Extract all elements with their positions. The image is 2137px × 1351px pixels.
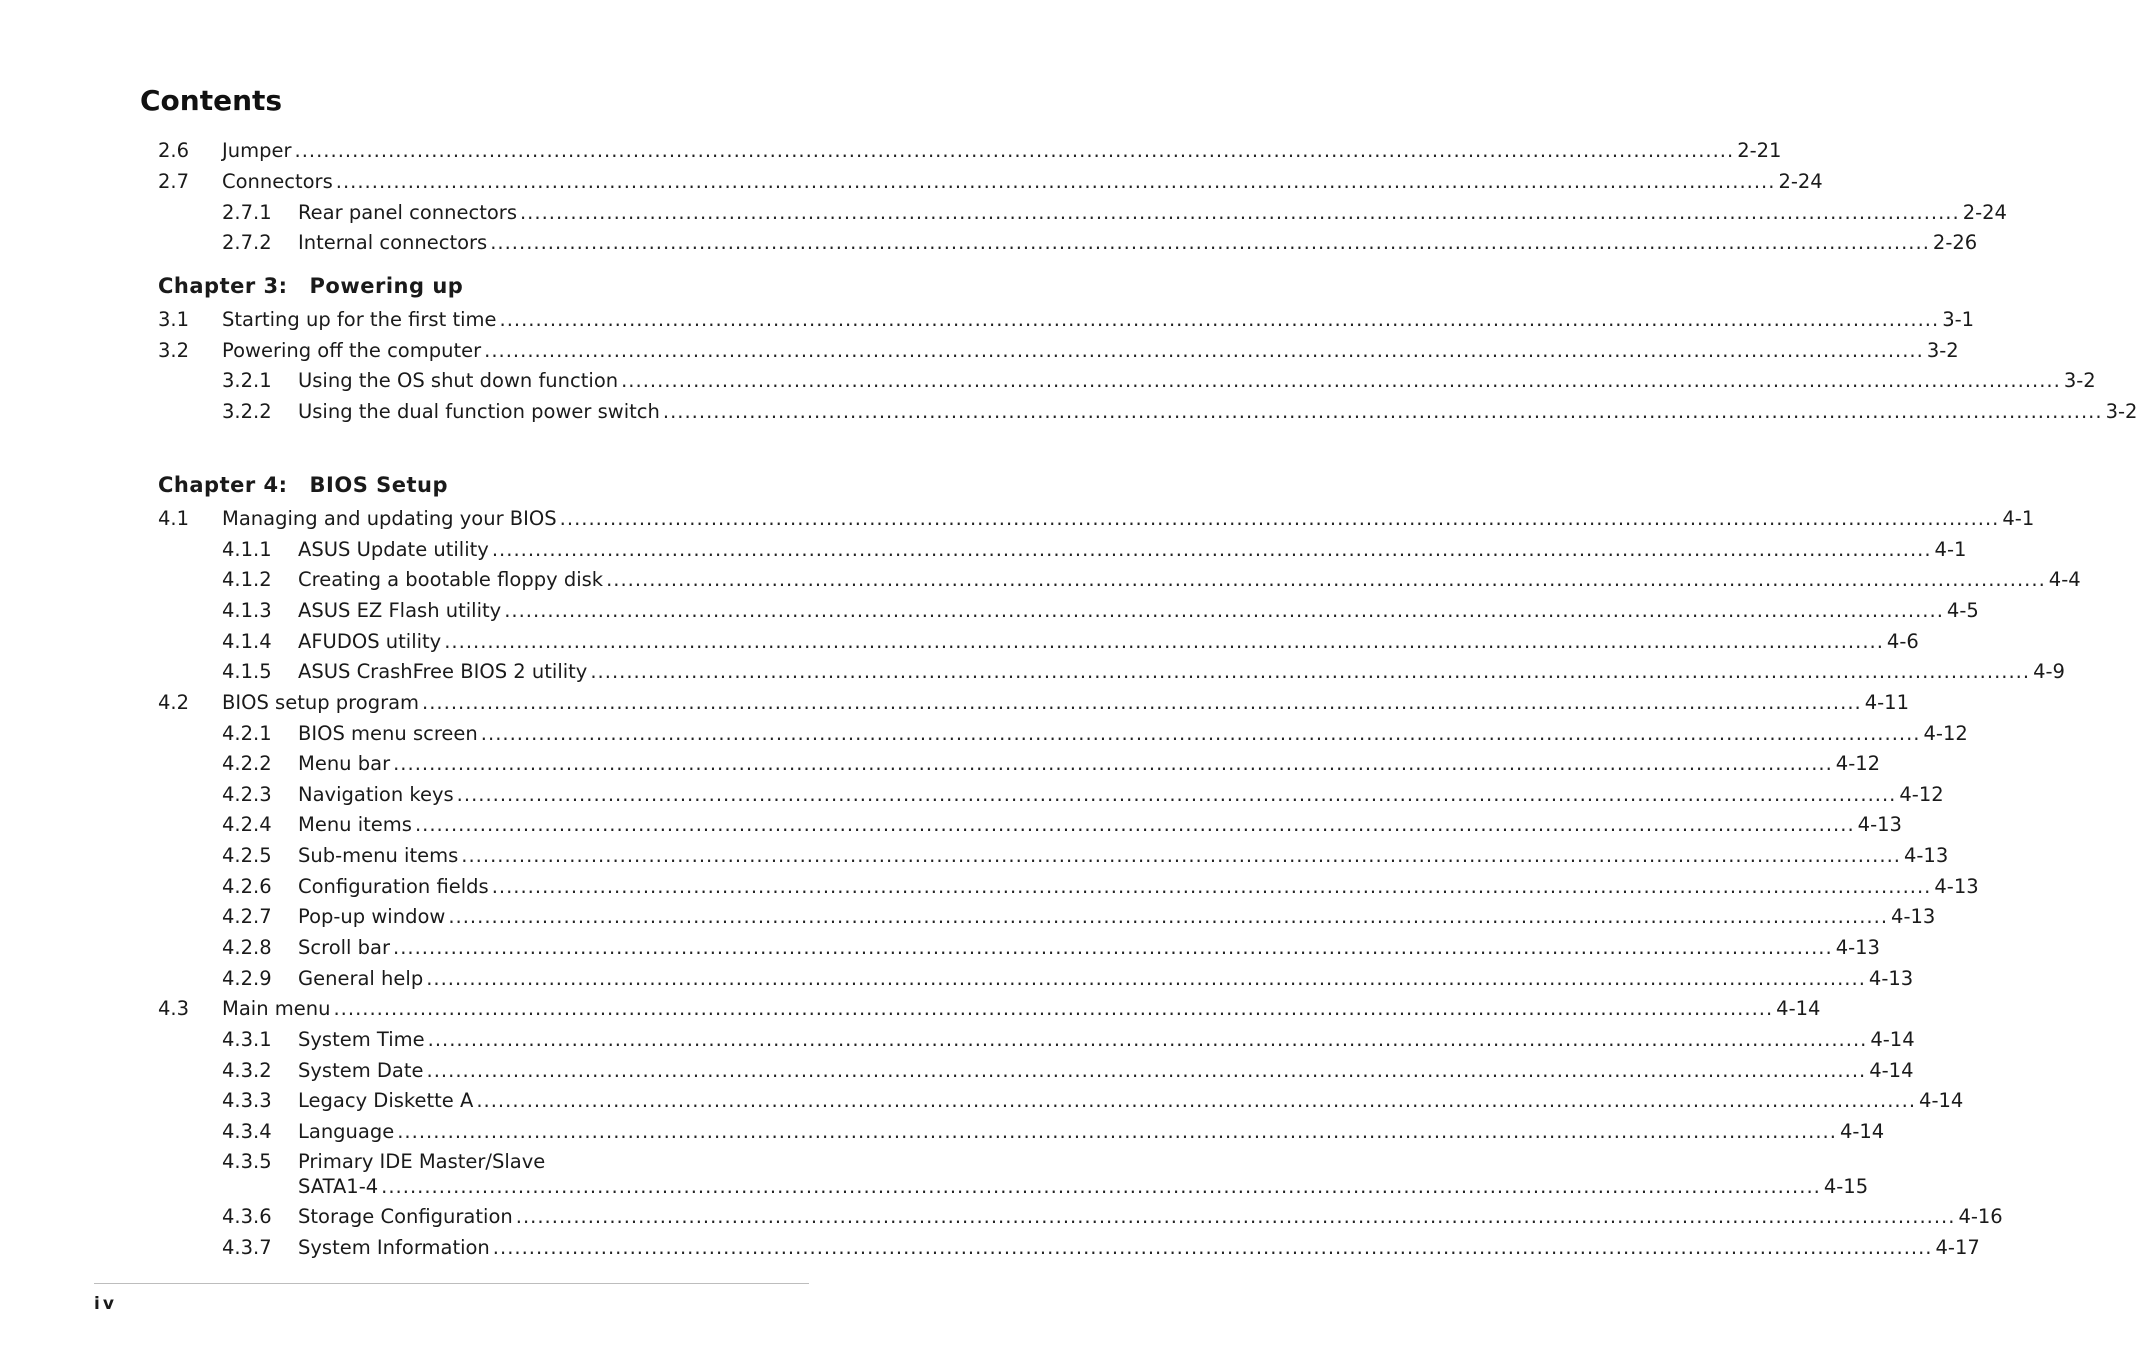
toc-entry[interactable]: [158, 688, 1909, 718]
section-number: 3.2.2: [222, 400, 272, 423]
toc-entry[interactable]: [158, 305, 1975, 335]
toc-entry[interactable]: [158, 810, 1902, 840]
toc-entry[interactable]: [158, 841, 1949, 871]
page-ref: 4-13: [1857, 813, 1902, 836]
page-ref: 4-12: [1835, 752, 1881, 775]
toc-entry[interactable]: [158, 1202, 2003, 1232]
page-ref: 4-5: [1946, 599, 1979, 622]
section-number: 4.2.5: [222, 844, 272, 867]
section-title: Using the OS shut down function: [298, 369, 619, 392]
leader-dots: ........................................................................................................................................................................................................: [393, 936, 1833, 959]
section-number: 2.7.1: [222, 201, 272, 224]
page-ref: 4-9: [2033, 660, 2065, 683]
section-title: System Date: [298, 1059, 424, 1082]
toc-entry[interactable]: [158, 627, 1919, 657]
leader-dots: ........................................................................................................................................................................................................: [504, 599, 1944, 622]
chapter-label: Chapter 4:: [158, 473, 288, 497]
page-ref: 4-13: [1903, 844, 1949, 867]
leader-dots: ........................................................................................................................................................................................................: [621, 369, 2061, 392]
section-title: Managing and updating your BIOS: [222, 507, 557, 530]
section-title: SATA1-4: [298, 1175, 379, 1198]
page-ref: 4-17: [1935, 1236, 1980, 1259]
toc-entry[interactable]: [158, 397, 2137, 427]
toc-entry[interactable]: [158, 657, 2065, 687]
section-number: 4.2.9: [222, 967, 272, 990]
page-ref: 4-12: [1899, 783, 1944, 806]
footer-divider: [94, 1283, 809, 1284]
leader-dots: ........................................................................................................................................................................................................: [461, 844, 1901, 867]
section-number: 4.3.6: [222, 1205, 272, 1228]
section-title: Internal connectors: [298, 231, 488, 254]
section-number: 4.2: [158, 691, 190, 714]
section-number: 4.3.2: [222, 1059, 272, 1082]
section-number: 4.1.4: [222, 630, 272, 653]
page-ref: 2-24: [1962, 201, 2007, 224]
toc-entry[interactable]: [158, 994, 1821, 1024]
toc-entry[interactable]: [158, 504, 2035, 534]
section-title: Navigation keys: [298, 783, 454, 806]
leader-dots: ........................................................................................................................................................................................................: [426, 1059, 1867, 1082]
page-ref: 3-1: [1942, 308, 1975, 331]
section-title: Legacy Diskette A: [298, 1089, 474, 1112]
page-ref: 4-13: [1868, 967, 1914, 990]
toc-entry[interactable]: [158, 933, 1880, 963]
page-ref: 2-21: [1737, 139, 1782, 162]
chapter-4-heading[interactable]: [158, 473, 448, 497]
toc-entry[interactable]: [158, 535, 1967, 565]
section-title: BIOS setup program: [222, 691, 420, 714]
section-number: 4.3.4: [222, 1120, 272, 1143]
page-ref: 4-13: [1835, 936, 1880, 959]
section-title: System Time: [298, 1028, 425, 1051]
page-ref: 4-1: [1934, 538, 1967, 561]
page-ref: 4-13: [1934, 875, 1979, 898]
leader-dots: ........................................................................................................................................................................................................: [484, 339, 1924, 362]
chapter-name: BIOS Setup: [309, 473, 449, 497]
section-title: Powering off the computer: [222, 339, 482, 362]
section-title: ASUS Update utility: [298, 538, 489, 561]
leader-dots: ........................................................................................................................................................................................................: [559, 507, 2000, 530]
page-ref: 4-14: [1919, 1089, 1964, 1112]
leader-dots: ........................................................................................................................................................................................................: [606, 568, 2046, 591]
toc-entry[interactable]: [158, 719, 1968, 749]
toc-entry[interactable]: [158, 902, 1936, 932]
toc-entry[interactable]: [158, 1025, 1915, 1055]
section-number: 4.2.2: [222, 752, 272, 775]
page-ref: 2-24: [1778, 170, 1823, 193]
section-title: Rear panel connectors: [298, 201, 517, 224]
section-number: 4.1: [158, 507, 190, 530]
section-title: General help: [298, 967, 424, 990]
page-ref: 4-1: [2002, 507, 2035, 530]
leader-dots: ........................................................................................................................................................................................................: [444, 630, 1884, 653]
leader-dots: ........................................................................................................................................................................................................: [422, 691, 1862, 714]
section-title: Language: [298, 1120, 395, 1143]
page-ref: 4-11: [1864, 691, 1909, 714]
leader-dots: ........................................................................................................................................................................................................: [294, 139, 1735, 162]
toc-entry[interactable]: [158, 336, 1959, 366]
leader-dots: ........................................................................................................................................................................................................: [456, 783, 1897, 806]
section-title: Connectors: [222, 170, 333, 193]
section-title: AFUDOS utility: [298, 630, 442, 653]
toc-entry[interactable]: [158, 366, 2096, 396]
page-ref: 4-14: [1870, 1028, 1915, 1051]
toc-entry[interactable]: [158, 596, 1979, 626]
toc-entry[interactable]: [158, 565, 2081, 595]
page-ref: 4-16: [1958, 1205, 2003, 1228]
page-ref: 3-2: [2063, 369, 2096, 392]
section-title: Storage Configuration: [298, 1205, 513, 1228]
section-number: 4.3.5: [222, 1150, 272, 1173]
section-number: 4.3.1: [222, 1028, 272, 1051]
section-number: 4.1.2: [222, 568, 272, 591]
section-number: 2.6: [158, 139, 190, 162]
section-title: Scroll bar: [298, 936, 390, 959]
leader-dots: ........................................................................................................................................................................................................: [381, 1175, 1821, 1198]
leader-dots: ........................................................................................................................................................................................................: [492, 1236, 1933, 1259]
toc-entry[interactable]: [158, 1056, 1914, 1086]
section-title: Starting up for the first time: [222, 308, 497, 331]
toc-entry[interactable]: [158, 964, 1914, 994]
section-title: System Information: [298, 1236, 490, 1259]
page-ref: 4-14: [1839, 1120, 1885, 1143]
section-title: Menu bar: [298, 752, 391, 775]
leader-dots: ........................................................................................................................................................................................................: [519, 201, 1960, 224]
page-number: iv: [94, 1294, 117, 1314]
section-title: Pop-up window: [298, 905, 446, 928]
section-number: 4.3.3: [222, 1089, 272, 1112]
leader-dots: ........................................................................................................................................................................................................: [662, 400, 2103, 423]
section-number: 4.2.7: [222, 905, 272, 928]
section-title: BIOS menu screen: [298, 722, 478, 745]
chapter-name: Powering up: [309, 274, 464, 298]
leader-dots: ........................................................................................................................................................................................................: [335, 170, 1776, 193]
section-title: Primary IDE Master/Slave: [298, 1150, 546, 1173]
toc-entry[interactable]: [158, 1086, 1964, 1116]
section-number: 4.1.3: [222, 599, 272, 622]
toc-entry[interactable]: [158, 167, 1823, 197]
section-number: 4.1.5: [222, 660, 272, 683]
section-title: Configuration fields: [298, 875, 489, 898]
leader-dots: ........................................................................................................................................................................................................: [333, 997, 1774, 1020]
section-title: Menu items: [298, 813, 412, 836]
section-title: Creating a bootable floppy disk: [298, 568, 604, 591]
leader-dots: ........................................................................................................................................................................................................: [393, 752, 1833, 775]
leader-dots: ........................................................................................................................................................................................................: [490, 231, 1930, 254]
section-number: 3.2: [158, 339, 190, 362]
leader-dots: ........................................................................................................................................................................................................: [480, 722, 1921, 745]
section-number: 3.2.1: [222, 369, 272, 392]
toc-entry[interactable]: [158, 749, 1881, 779]
page-ref: 4-4: [2048, 568, 2081, 591]
section-title: ASUS CrashFree BIOS 2 utility: [298, 660, 588, 683]
section-number: 3.1: [158, 308, 190, 331]
chapter-3-heading[interactable]: [158, 274, 463, 298]
section-number: 4.3.7: [222, 1236, 272, 1259]
leader-dots: ........................................................................................................................................................................................................: [448, 905, 1889, 928]
leader-dots: ........................................................................................................................................................................................................: [414, 813, 1855, 836]
section-number: 4.2.6: [222, 875, 272, 898]
toc-entry[interactable]: [158, 228, 1978, 258]
toc-entry[interactable]: [158, 872, 1979, 902]
toc-entry[interactable]: [158, 780, 1944, 810]
section-title: Using the dual function power switch: [298, 400, 660, 423]
leader-dots: ........................................................................................................................................................................................................: [397, 1120, 1837, 1143]
page-ref: 2-26: [1932, 231, 1978, 254]
page-ref: 4-14: [1869, 1059, 1914, 1082]
toc-entry[interactable]: [158, 1117, 1885, 1147]
page-ref: 4-6: [1886, 630, 1919, 653]
page-title: Contents: [140, 84, 283, 117]
leader-dots: ........................................................................................................................................................................................................: [590, 660, 2031, 683]
section-number: 4.2.1: [222, 722, 272, 745]
leader-dots: ........................................................................................................................................................................................................: [491, 538, 1932, 561]
leader-dots: ........................................................................................................................................................................................................: [427, 1028, 1868, 1051]
toc-entry[interactable]: [158, 1233, 1980, 1263]
section-title: Main menu: [222, 997, 331, 1020]
section-number: 4.2.3: [222, 783, 272, 806]
chapter-label: Chapter 3:: [158, 274, 288, 298]
section-number: 4.2.8: [222, 936, 272, 959]
section-title: Jumper: [222, 139, 292, 162]
section-number: 2.7.2: [222, 231, 272, 254]
leader-dots: ........................................................................................................................................................................................................: [476, 1089, 1917, 1112]
section-title: ASUS EZ Flash utility: [298, 599, 502, 622]
section-number: 2.7: [158, 170, 190, 193]
section-number: 4.3: [158, 997, 190, 1020]
leader-dots: ........................................................................................................................................................................................................: [515, 1205, 1956, 1228]
page-ref: 3-2: [2105, 400, 2137, 423]
leader-dots: ........................................................................................................................................................................................................: [499, 308, 1940, 331]
toc-entry[interactable]: [158, 136, 1782, 166]
page-ref: 4-15: [1823, 1175, 1869, 1198]
leader-dots: ........................................................................................................................................................................................................: [491, 875, 1932, 898]
leader-dots: ........................................................................................................................................................................................................: [426, 967, 1866, 990]
page-ref: 4-13: [1891, 905, 1936, 928]
section-title: Sub-menu items: [298, 844, 459, 867]
toc-entry[interactable]: [158, 198, 2007, 228]
page-ref: 3-2: [1926, 339, 1959, 362]
page-ref: 4-12: [1923, 722, 1968, 745]
page-ref: 4-14: [1776, 997, 1821, 1020]
section-number: 4.1.1: [222, 538, 272, 561]
section-number: 4.2.4: [222, 813, 272, 836]
